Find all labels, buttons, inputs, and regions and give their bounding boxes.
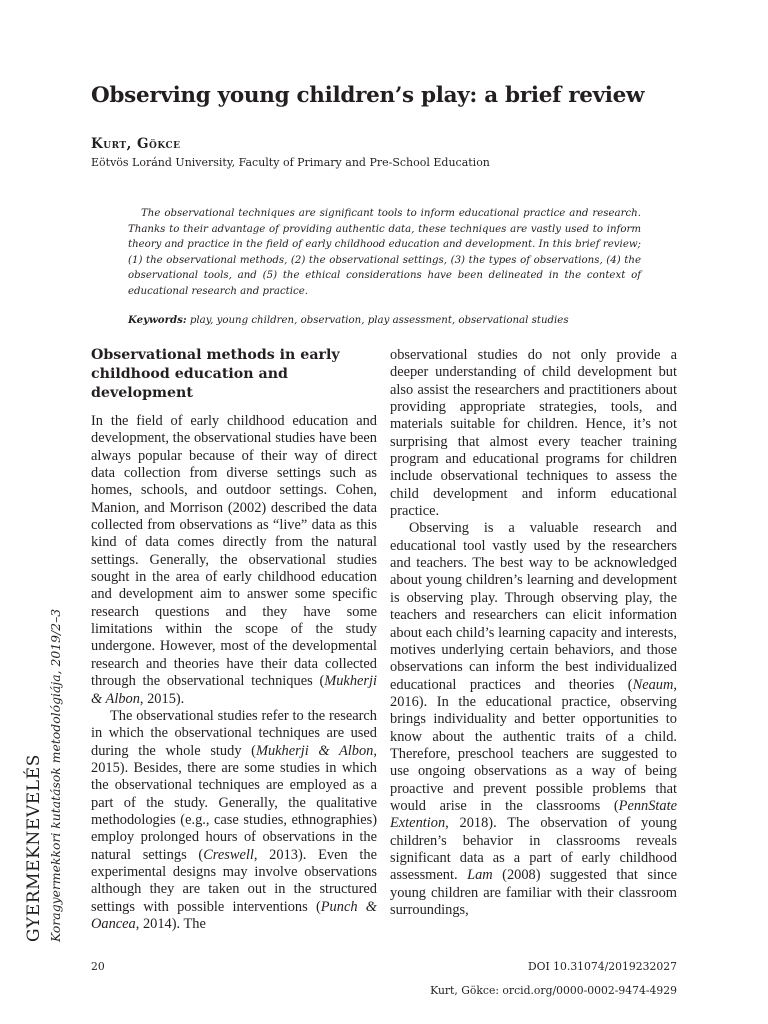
- keywords: [128, 314, 641, 326]
- citation: Lam: [467, 867, 493, 884]
- journal-name: GYERMEKNEVELÉS: [24, 754, 44, 942]
- left-column: [91, 346, 377, 933]
- paragraph-text: In the field of early childhood education and development, the observational studies have been always popular because of their way of direct data collection from diverse settings such as homes, schools, and outdoor settings. Cohen, Manion, and Morrison (2002) described the data collected from observations as “live” data as this kind of data comes directly from the natural settings. Generally, the observational studies sought in the area of early childhood education and development aim to answer some specific research questions and they have some limitations within the scope of the study undergone. However, most of the developmental research and theories have their data collected through the observational techniques (: [91, 413, 377, 690]
- paragraph-text: (2008) suggested that since young children are familiar with their classroom surroundings,: [390, 867, 677, 918]
- paragraph-text: , 2018). The observation of young children’s behavior in classrooms reveals significant data as a part of early childhood assessment.: [390, 815, 677, 884]
- page-number: 20: [91, 960, 105, 973]
- paragraph-text: , 2013). Even the experimental designs may involve observations although they are taken out in the structured settings with possible interventions (: [91, 846, 377, 915]
- citation: PennState Extention: [390, 797, 677, 832]
- doi: DOI 10.31074/2019232027: [527, 960, 677, 973]
- paragraph-text: The observational studies refer to the research in which the observational techniques are used during the whole study (: [91, 707, 377, 759]
- citation: Punch & Oancea: [91, 898, 377, 932]
- journal-sidebar: [18, 582, 66, 942]
- orcid: Kurt, Gökce: orcid.org/0000-0002-9474-4929: [430, 984, 677, 997]
- author-name: Kurt, Gökce: [91, 136, 181, 152]
- keywords-list: play, young children, observation, play assessment, observational studies: [189, 315, 569, 326]
- paragraph-text: , 2014). The: [135, 915, 206, 932]
- paragraph-text: , 2015).: [139, 690, 185, 707]
- citation: Creswell: [203, 846, 254, 863]
- paragraph-text: observational studies do not only provide a deeper understanding of child development but also assist the researchers and practitioners about providing appropriate strategies, tools, and materials suitable for children. Hence, it’s not surprising that almost every teacher training program and educational programs for children include observational techniques to assess the child development and inform educational practice.: [390, 347, 677, 520]
- keywords-label: Keywords:: [128, 314, 187, 326]
- citation: Neaum: [632, 676, 674, 693]
- paragraph-text: , 2016). In the educational practice, observing brings individuality and better opportunities to know about the authentic traits of a child. Therefore, preschool teachers are suggested to use ongoing observations as a way of being proactive and prevent possible problems that would arise in the classrooms (: [390, 676, 677, 814]
- journal-subtitle: Koragyermekkori kutatások metodológiája, 2019/2–3: [48, 608, 63, 942]
- paragraph-text: , 2015). Besides, there are some studies in which the observational techniques are employed as a part of the study. Generally, the qualitative methodologies (e.g., case studies, ethnographies) employ prolonged hours of observations in the natural settings (: [91, 742, 377, 863]
- body-paragraph: [91, 413, 377, 708]
- body-paragraph: [390, 520, 677, 919]
- citation: Mukherji & Albon: [255, 742, 374, 759]
- author-affiliation: Eötvös Loránd University, Faculty of Primary and Pre-School Education: [91, 156, 490, 169]
- body-paragraph: [91, 708, 377, 933]
- abstract: The observational techniques are significant tools to inform educational practice and research. Thanks to their advantage of providing authentic data, these techniques are vastly used to inform theory and practice in the field of early childhood education and development. In this brief review; (1) the observational methods, (2) the observational settings, (3) the types of observations, (4) the observational tools, and (5) the ethical considerations have been delineated in the context of educational research and practice.: [128, 208, 641, 297]
- body-paragraph: [390, 347, 677, 520]
- section-heading: Observational methods in early childhood education and development: [91, 347, 340, 401]
- right-column: [390, 347, 677, 919]
- article-title: Observing young children’s play: a brief review: [91, 83, 645, 108]
- paragraph-text: Observing is a valuable research and educational tool vastly used by the researchers and teachers. The best way to be acknowledged about young children’s learning and development is observing play. Through observing play, the teachers and researchers can elicit information about each child’s learning capacity and interests, motives underlying certain behaviors, and those observations can inform the best individualized educational practices and theories (: [390, 520, 677, 693]
- citation: Mukherji & Albon: [91, 673, 377, 707]
